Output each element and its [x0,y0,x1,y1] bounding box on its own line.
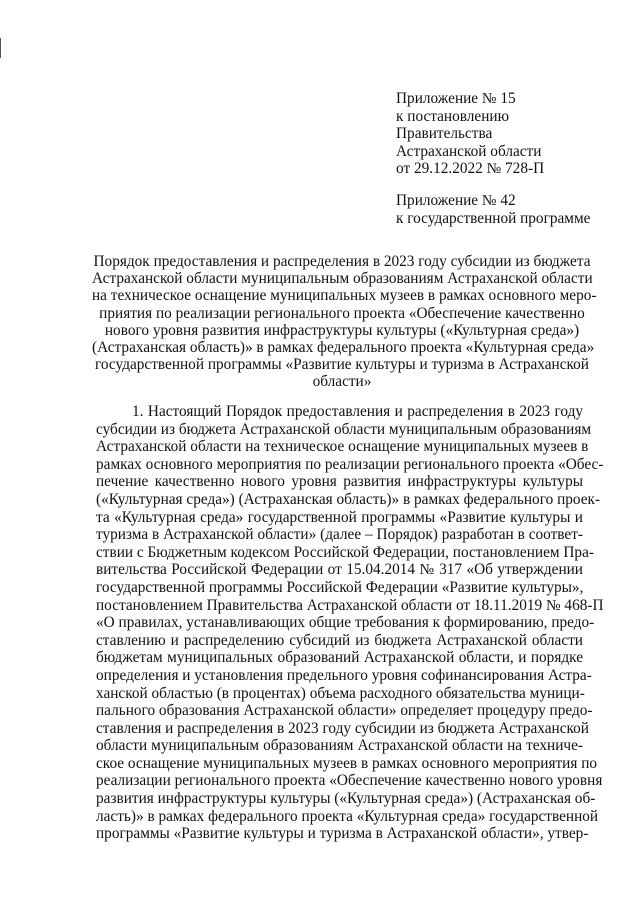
scan-edge-mark [0,38,1,58]
body-line: ствии с Бюджетным кодексом Российской Федерации, постановлением Пра- [96,543,594,561]
title-line: нового уровня развития инфраструктуры культуры («Культурная среда») [104,321,580,339]
body-line: определения и установления предельного уровня софинансирования Астра- [96,666,592,684]
title-line: (Астраханская область)» в рамках федерального проекта «Культурная среда» [92,339,595,357]
body-line: ласть)» в рамках федерального проекта «Культурная среда» государственной [96,807,599,825]
body-line: печение качественно нового уровня развития инфраструктуры культуры [96,473,583,491]
title-line: приятия по реализации регионального проекта «Обеспечение качественно [99,304,585,322]
body-line: постановлением Правительства Астраханской области от 18.11.2019 № 468-П [96,596,604,614]
body-line: ское оснащение муниципальных музеев в рамках основного мероприятия по [96,754,598,772]
body-line: области муниципальным образованиям Астраханской области на техниче- [96,737,583,755]
appendix-42-block [396,192,590,227]
body-line: государственной программы Российской Федерации «Развитие культуры», [96,578,584,596]
body-line: программы «Развитие культуры и туризма в Астраханской области», утвер- [96,825,589,843]
document-title [92,253,597,391]
title-line: Порядок предоставления и распределения в 2023 году субсидии из бюджета [93,253,591,270]
body-line: вительства Российской Федерации от 15.04.2014 № 317 «Об утверждении [96,561,583,579]
appendix-15-block [396,90,544,178]
body-line: субсидии из бюджета Астраханской области муниципальным образованиям [96,420,592,438]
title-line: области» [312,373,372,391]
title-line: на техническое оснащение муниципальных музеев в рамках основного меро- [92,287,597,305]
appendix-line: Правительства [396,125,493,142]
body-line: пального образования Астраханской области» определяет процедуру предо- [96,702,593,720]
title-line: Астраханской области муниципальным образованиям Астраханской области [92,270,593,288]
body-paragraph [96,403,604,843]
body-line: реализации регионального проекта «Обеспечение качественно нового уровня [96,772,603,790]
appendix-line: Приложение № 42 [396,192,516,209]
body-line: («Культурная среда») (Астраханская область)» в рамках федерального проек- [96,490,601,508]
body-line: «О правилах, устанавливающих общие требования к формированию, предо- [96,614,595,632]
body-line: развития инфраструктуры культуры («Культурная среда») (Астраханская об- [96,790,596,808]
appendix-line: Астраханской области [396,142,542,160]
body-line: бюджетам муниципальных образований Астраханской области, и порядке [96,649,583,667]
appendix-line: Приложение № 15 [396,90,516,107]
appendix-line: к постановлению [396,107,510,125]
body-line: ставлению и распределению субсидий из бюджета Астраханской области [96,631,583,649]
appendix-line: от 29.12.2022 № 728-П [396,160,545,177]
title-line: государственной программы «Развитие культуры и туризма в Астраханской [95,356,589,374]
appendix-line: к государственной программе [396,209,591,227]
body-line: 1. Настоящий Порядок предоставления и распределения в 2023 году [132,403,583,420]
body-line: Астраханской области на техническое оснащение муниципальных музеев в [96,438,589,456]
body-line: та «Культурная среда» государственной программы «Развитие культуры и [96,508,583,526]
body-line: туризма в Астраханской области» (далее – Порядок) разработан в соответ- [96,526,583,544]
body-line: рамках основного мероприятия по реализации регионального проекта «Обес- [96,455,604,473]
body-line: ставления и распределения в 2023 году субсидии из бюджета Астраханской [96,719,589,737]
body-line: ханской областью (в процентах) объема расходного обязательства муници- [96,684,585,702]
